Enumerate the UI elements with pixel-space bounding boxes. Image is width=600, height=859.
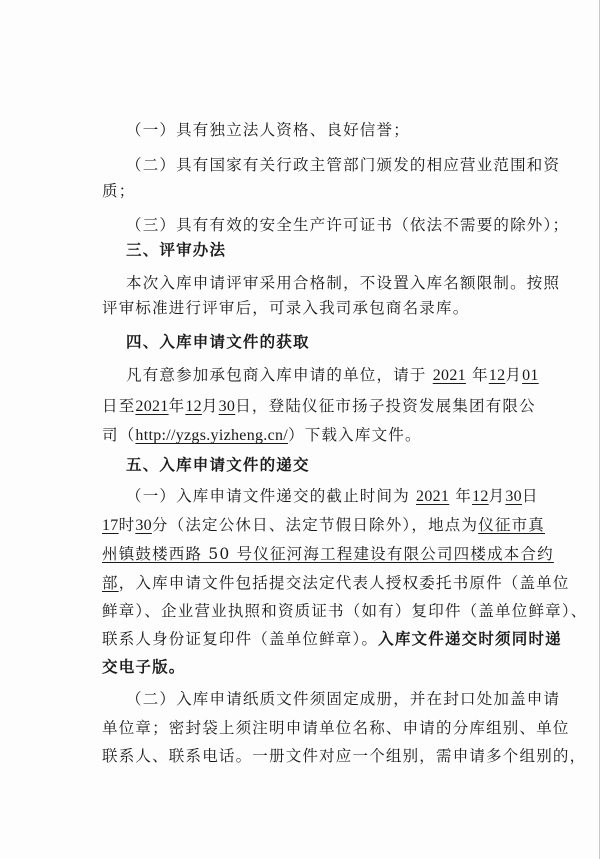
deadline-hour: 17 bbox=[102, 517, 119, 534]
end-month: 12 bbox=[185, 398, 202, 415]
binding-line-1: （二）入库申请纸质文件须固定成册，并在封口处加盖申请 bbox=[126, 690, 561, 708]
obtain-line-1 bbox=[126, 363, 599, 385]
text-segment: 联系人身份证复印件（盖单位鲜章）。 bbox=[102, 630, 379, 648]
text-segment: ，入库申请文件包括提交法定代表人授权委托书原件（盖单位 bbox=[118, 574, 570, 592]
end-year: 2021 bbox=[135, 398, 169, 415]
text-segment: 时 bbox=[118, 516, 136, 534]
text-segment: 年 bbox=[449, 487, 473, 505]
review-method-line-1: 本次入库申请评审采用合格制，不设置入库名额限制。按照 bbox=[126, 274, 561, 292]
text-segment: 年 bbox=[465, 366, 489, 384]
deadline-day: 30 bbox=[505, 488, 522, 505]
section-heading-4: 四、入库申请文件的获取 bbox=[126, 333, 310, 351]
text-segment: 凡有意参加承包商入库申请的单位，请于 bbox=[126, 366, 433, 384]
clause-2-line-2: 质； bbox=[102, 182, 136, 200]
clause-1: （一）具有独立法人资格、良好信誉； bbox=[126, 121, 410, 139]
text-segment: 月 bbox=[488, 487, 506, 505]
start-month: 12 bbox=[488, 367, 506, 384]
start-day: 01 bbox=[522, 367, 539, 384]
text-segment: 年 bbox=[168, 397, 186, 415]
location-segment: 部 bbox=[102, 574, 119, 592]
clause-3: （三）具有有效的安全生产许可证书（依法不需要的除外）； bbox=[126, 216, 570, 234]
clause-2-line-1: （二）具有国家有关行政主管部门颁发的相应营业范围和资 bbox=[126, 156, 561, 174]
text-segment: 月 bbox=[505, 366, 523, 384]
review-method-line-2: 评审标准进行评审后，可录入我司承包商名录库。 bbox=[102, 299, 470, 317]
deadline-month: 12 bbox=[472, 488, 489, 505]
text-segment: 日 bbox=[521, 487, 539, 505]
text-segment: 日至 bbox=[102, 397, 136, 415]
submit-line-7: 交电子版。 bbox=[102, 658, 186, 676]
deadline-minute: 30 bbox=[135, 517, 152, 534]
section-heading-3: 三、评审办法 bbox=[126, 241, 227, 259]
submit-line-6 bbox=[102, 627, 599, 649]
submit-line-2 bbox=[102, 513, 599, 535]
emphasis-segment: 入库文件递交时须同时递 bbox=[378, 630, 562, 648]
text-segment: 司（ bbox=[102, 426, 136, 444]
deadline-year: 2021 bbox=[416, 488, 450, 505]
section-heading-5: 五、入库申请文件的递交 bbox=[126, 456, 310, 474]
submit-line-1 bbox=[126, 484, 599, 506]
submit-line-5: 鲜章）、企业营业执照和资质证书（如有）复印件（盖单位鲜章）、 bbox=[102, 602, 588, 620]
text-segment: 分（法定公休日、法定节假日除外），地点为 bbox=[151, 516, 479, 534]
obtain-line-2 bbox=[102, 394, 599, 416]
binding-line-2: 单位章；密封袋上须注明申请单位名称、申请的分库组别、单位 bbox=[102, 719, 570, 737]
download-url-link[interactable]: http://yzgs.yizheng.cn/ bbox=[135, 427, 289, 444]
submit-line-3: 州镇鼓楼西路 50 号仪征河海工程建设有限公司四楼成本合约 bbox=[102, 545, 554, 563]
text-segment: 月 bbox=[201, 397, 219, 415]
text-segment: ）下载入库文件。 bbox=[288, 426, 422, 444]
binding-line-3: 联系人、联系电话。一册文件对应一个组别，需申请多个组别的， bbox=[102, 747, 587, 765]
text-segment: （一）入库申请文件递交的截止时间为 bbox=[126, 487, 417, 505]
start-year: 2021 bbox=[432, 367, 466, 384]
obtain-line-3 bbox=[102, 423, 599, 445]
submit-line-4 bbox=[102, 571, 599, 593]
text-segment: 日，登陆仪征市扬子投资发展集团有限公 bbox=[235, 397, 536, 415]
location-segment: 仪征市真 bbox=[478, 516, 545, 534]
end-day: 30 bbox=[218, 398, 236, 415]
